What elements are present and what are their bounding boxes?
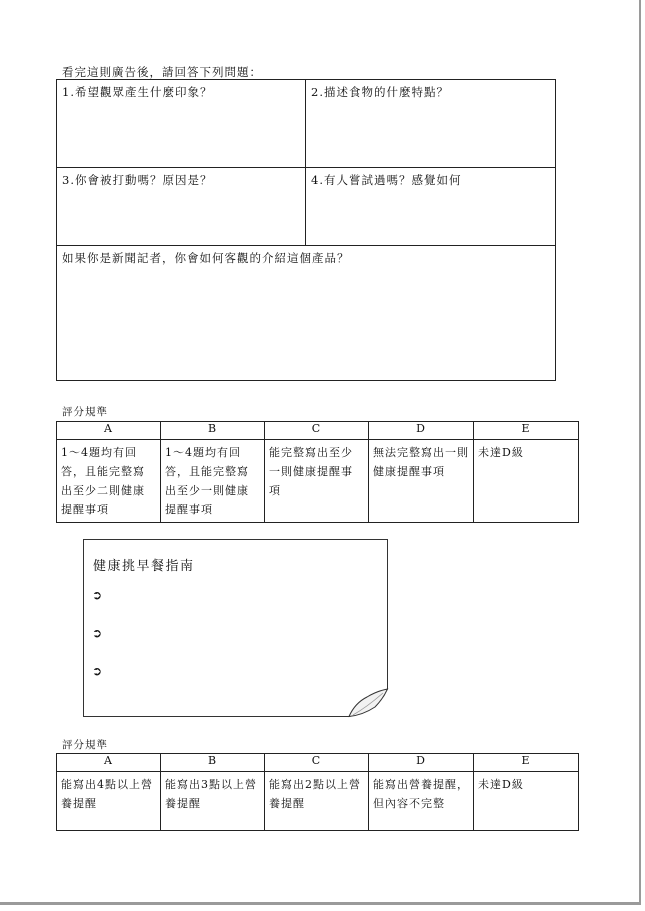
question-5: 如果你是新聞記者，你會如何客觀的介紹這個產品？ [62,251,350,265]
rubric-header-a: A [57,422,161,440]
rubric-cell-e: 未達D級 [474,772,579,831]
rubric-cell-e: 未達D級 [474,440,579,523]
question-grid [56,79,556,381]
rubric-header-c: C [265,754,369,772]
rubric-header-a: A [57,754,161,772]
rubric-header-e: E [474,422,579,440]
rubric-2-header-row [57,754,579,772]
arrow-right-circle-icon: ➲ [92,664,103,678]
arrow-right-circle-icon: ➲ [92,626,103,640]
rubric-2-label: 評分規準 [62,739,108,751]
rubric-cell-b: 能寫出3點以上營養提醒 [161,772,265,831]
rubric-cell-d: 無法完整寫出一則健康提醒事項 [369,440,474,523]
rubric-1-table [56,421,579,523]
rubric-header-e: E [474,754,579,772]
rubric-header-c: C [265,422,369,440]
rubric-1-label: 評分規準 [62,406,108,418]
question-1: 1.希望觀眾產生什麼印象？ [62,85,213,99]
rubric-1-criteria-row [57,440,579,523]
rubric-2-table [56,753,579,831]
breakfast-guide-note [83,539,388,717]
rubric-cell-c: 能寫出2點以上營養提醒 [265,772,369,831]
intro-text: 看完這則廣告後，請回答下列問題： [62,65,262,79]
question-2: 2.描述食物的什麼特點？ [311,85,449,99]
rubric-cell-a: 能寫出4點以上營養提醒 [57,772,161,831]
rubric-1-header-row [57,422,579,440]
question-4: 4.有人嘗試過嗎？感覺如何 [311,173,462,187]
note-title: 健康挑早餐指南 [93,559,195,574]
rubric-header-d: D [369,754,474,772]
question-3: 3.你會被打動嗎？原因是？ [62,173,213,187]
rubric-cell-a: 1～4題均有回答，且能完整寫出至少二則健康提醒事項 [57,440,161,523]
rubric-2-criteria-row [57,772,579,831]
rubric-cell-d: 能寫出營養提醒，但內容不完整 [369,772,474,831]
rubric-header-b: B [161,754,265,772]
rubric-cell-b: 1～4題均有回答，且能完整寫出至少一則健康提醒事項 [161,440,265,523]
rubric-cell-c: 能完整寫出至少一則健康提醒事項 [265,440,369,523]
arrow-right-circle-icon: ➲ [92,588,103,602]
rubric-header-d: D [369,422,474,440]
rubric-header-b: B [161,422,265,440]
